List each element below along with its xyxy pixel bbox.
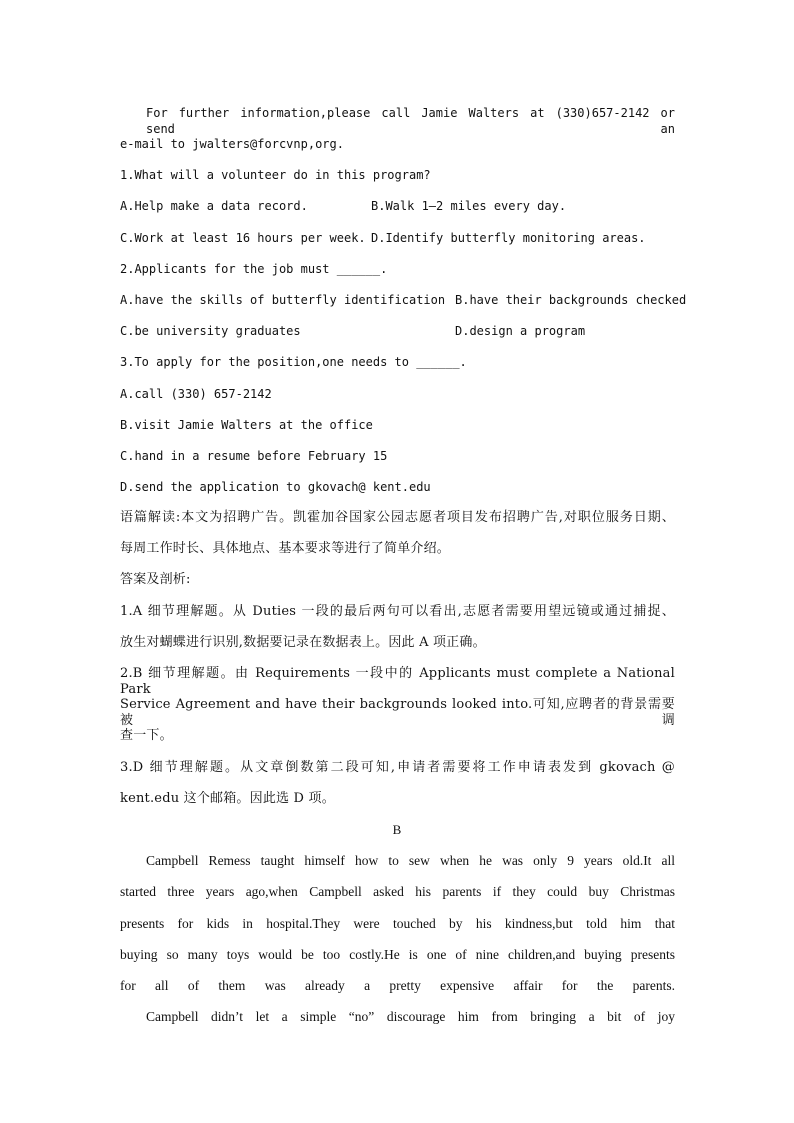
question-3-option-c: C.hand in a resume before February 15 (120, 449, 388, 463)
interpretation-line-2: 每周工作时长、具体地点、基本要求等进行了简单介绍。 (120, 541, 451, 556)
question-3-option-b: B.visit Jamie Walters at the office (120, 418, 373, 432)
passage-a-closing-line-1: For further information,please call Jamie Walters at (330)657-2142 or send an (146, 106, 675, 136)
section-b-para-1-line-4: buying so many toys would be too costly.He is one of nine children,and buying presents (120, 947, 675, 962)
interpretation-line-1: 语篇解读:本文为招聘广告。凯霍加谷国家公园志愿者项目发布招聘广告,对职位服务日期、 (120, 510, 675, 525)
question-2-stem: 2.Applicants for the job must ______. (120, 262, 388, 276)
question-3-stem: 3.To apply for the position,one needs to ______. (120, 355, 467, 369)
question-2-option-a: A.have the skills of butterfly identification (120, 293, 446, 307)
question-2-option-d: D.design a program (455, 324, 586, 338)
question-1-option-b: B.Walk 1—2 miles every day. (371, 199, 567, 213)
answer-2-line-2: Service Agreement and have their backgrounds looked into.可知,应聘者的背景需要被调 (120, 697, 675, 728)
question-3-option-a: A.call (330) 657-2142 (120, 387, 272, 401)
answer-2-line-1: 2.B 细节理解题。由 Requirements 一段中的 Applicants must complete a National Park (120, 666, 675, 697)
answer-2-line-3: 查一下。 (120, 728, 173, 743)
section-b-para-1-line-3: presents for kids in hospital.They were touched by his kindness,but told him that (120, 916, 675, 931)
passage-a-closing-line-2: e-mail to jwalters@forcvnp,org. (120, 137, 344, 151)
answer-3-line-2: kent.edu 这个邮箱。因此选 D 项。 (120, 791, 335, 806)
answers-heading: 答案及剖析: (120, 572, 191, 587)
question-1-option-d: D.Identify butterfly monitoring areas. (371, 231, 646, 245)
question-1-option-a: A.Help make a data record. (120, 199, 308, 213)
question-1-option-c: C.Work at least 16 hours per week. (120, 231, 366, 245)
answer-3-line-1: 3.D 细节理解题。从文章倒数第二段可知,申请者需要将工作申请表发到 gkovach @ (120, 760, 675, 775)
section-b-para-2-line-1: Campbell didn’t let a simple “no” discourage him from bringing a bit of joy (146, 1009, 675, 1024)
section-b-heading: B (392, 822, 402, 837)
question-1-stem: 1.What will a volunteer do in this program? (120, 168, 431, 182)
question-2-option-c: C.be university graduates (120, 324, 301, 338)
section-b-para-1-line-1: Campbell Remess taught himself how to sew when he was only 9 years old.It all (146, 853, 675, 868)
section-b-para-1-line-2: started three years ago,when Campbell asked his parents if they could buy Christmas (120, 884, 675, 899)
answer-1-line-2: 放生对蝴蝶进行识别,数据要记录在数据表上。因此 A 项正确。 (120, 635, 486, 650)
question-3-option-d: D.send the application to gkovach@ kent.edu (120, 480, 431, 494)
section-b-para-1-line-5: for all of them was already a pretty expensive affair for the parents. (120, 978, 675, 993)
question-2-option-b: B.have their backgrounds checked (455, 293, 687, 307)
answer-1-line-1: 1.A 细节理解题。从 Duties 一段的最后两句可以看出,志愿者需要用望远镜或通过捕捉、 (120, 604, 675, 619)
